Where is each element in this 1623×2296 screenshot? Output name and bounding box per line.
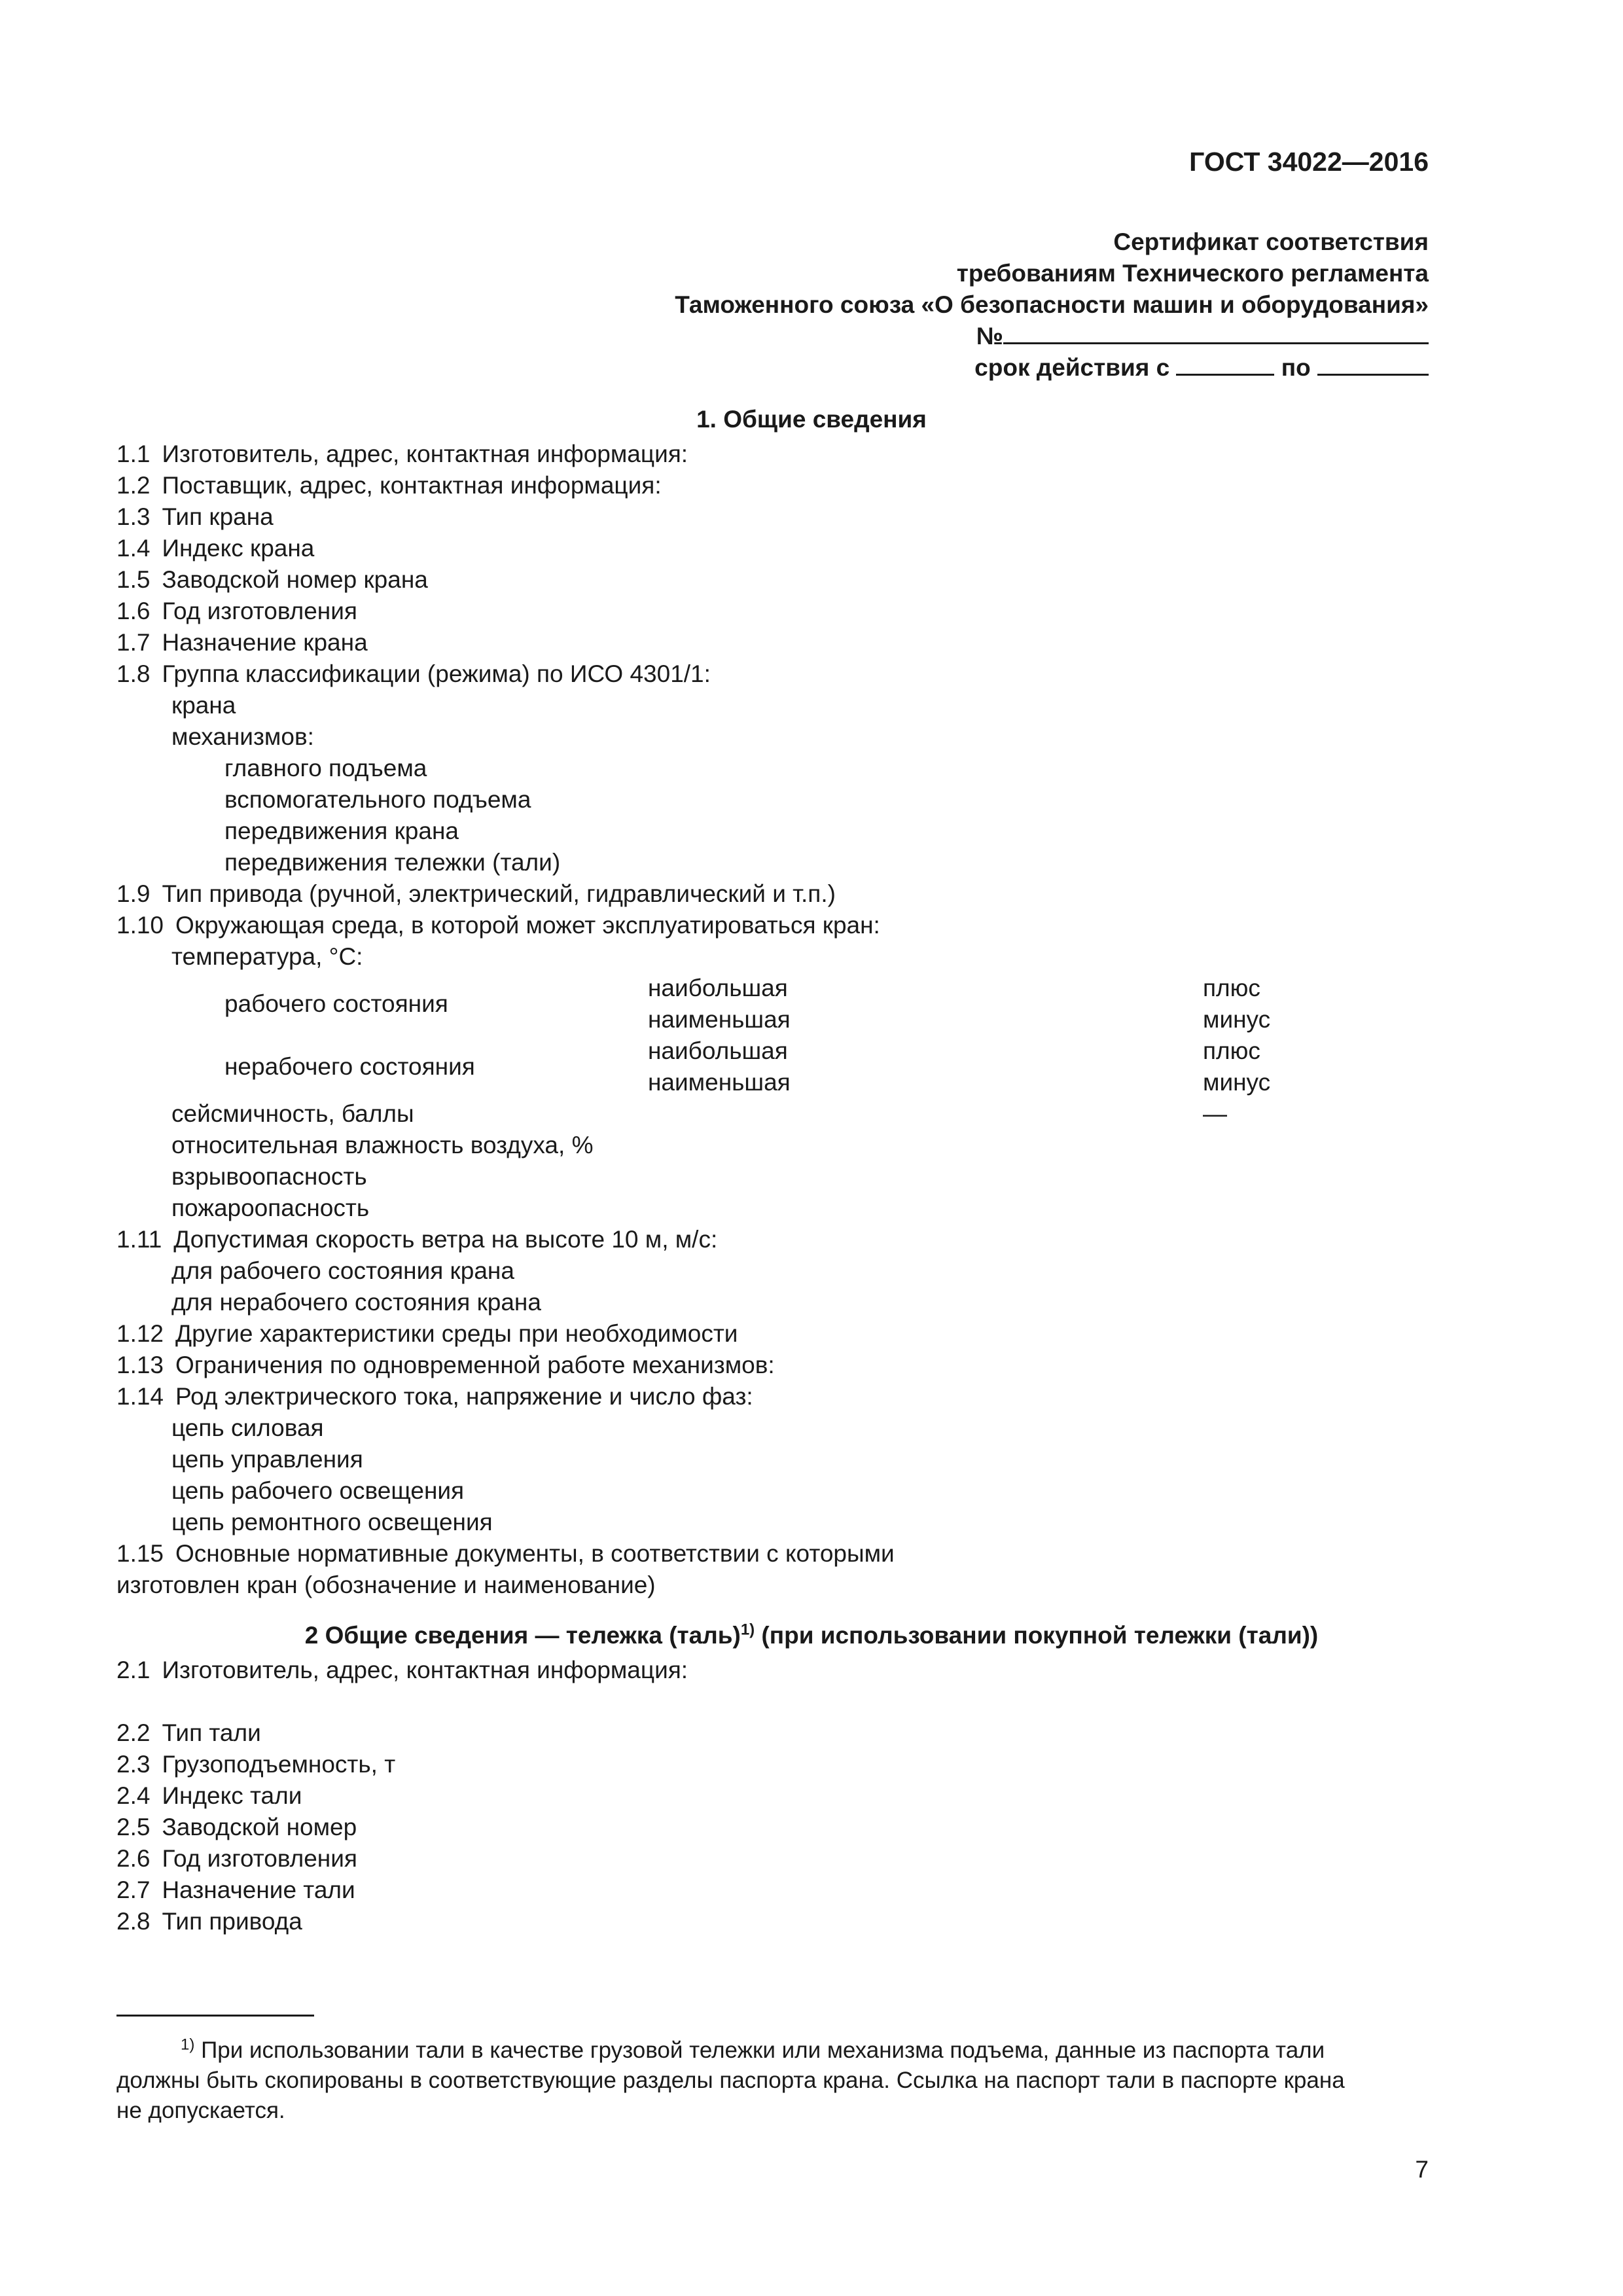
list-item <box>116 596 1432 627</box>
item-number: 1.11 <box>116 1226 162 1253</box>
section-2-title-note: (при использовании покупной тележки (тали)) <box>755 1622 1319 1649</box>
sub-sub-item: главного подъема <box>224 755 427 781</box>
item-text: Назначение тали <box>162 1876 355 1903</box>
item-text: Допустимая скорость ветра на высоте 10 м, м/с: <box>173 1226 718 1253</box>
item-text: Год изготовления <box>162 598 357 624</box>
circuit-item: цепь ремонтного освещения <box>171 1509 493 1535</box>
circuit-item: цепь рабочего освещения <box>171 1477 465 1504</box>
item-number: 2.2 <box>116 1719 151 1746</box>
footnote-text: При использовании тали в качестве грузовой тележки или механизма подъема, данные из паспорта тали <box>194 2037 1325 2063</box>
item-text: Ограничения по одновременной работе механизмов: <box>175 1352 775 1378</box>
max-label: наибольшая <box>648 1037 788 1064</box>
item-text: Окружающая среда, в которой может эксплуатироваться кран: <box>175 912 880 939</box>
item-number: 1.12 <box>116 1320 164 1347</box>
list-item <box>116 564 1432 596</box>
sub-sub-item: вспомогательного подъема <box>224 786 531 813</box>
footnote-mark: 1) <box>181 2036 195 2054</box>
list-item <box>116 501 1432 533</box>
certificate-validity-line <box>447 352 1429 384</box>
footnote <box>116 2036 1432 2126</box>
footnote-line: не допускается. <box>116 2098 285 2123</box>
footnote-divider <box>116 2015 314 2017</box>
item-text: Год изготовления <box>162 1845 357 1872</box>
validity-to-label: по <box>1281 354 1311 381</box>
sub-sub-item: передвижения крана <box>224 817 459 844</box>
blank-row <box>116 1686 1432 1717</box>
certificate-regulation: Таможенного союза «О безопасности машин и оборудования» <box>675 291 1429 318</box>
certificate-subtitle: требованиям Технического регламента <box>956 260 1429 287</box>
plus-label: плюс <box>1203 975 1260 1001</box>
certificate-title: Сертификат соответствия <box>1113 228 1429 255</box>
item-number: 1.7 <box>116 629 151 656</box>
list-item <box>116 1381 1432 1412</box>
list-item <box>116 1717 1432 1749</box>
list-item <box>116 878 1432 910</box>
item-number: 1.5 <box>116 566 151 593</box>
item-number: 1.3 <box>116 503 151 530</box>
page-number: 7 <box>1415 2156 1429 2183</box>
sub-item-crane: крана <box>171 692 236 719</box>
item-number: 1.6 <box>116 598 151 624</box>
list-item <box>116 1749 1432 1780</box>
certificate-number-line <box>447 321 1429 352</box>
section-2-content <box>116 1655 1432 1937</box>
validity-to-blank <box>1317 354 1429 376</box>
circuit-item: цепь силовая <box>171 1414 324 1441</box>
list-item <box>116 1350 1432 1381</box>
temperature-table <box>116 973 1432 1098</box>
sub-sub-item: передвижения тележки (тали) <box>224 849 561 876</box>
item-text: Индекс тали <box>162 1782 302 1809</box>
circuit-item: цепь управления <box>171 1446 363 1473</box>
list-item <box>116 1224 1432 1255</box>
min-label: наименьшая <box>648 1069 791 1096</box>
list-item <box>116 1812 1432 1843</box>
footnote-line: должны быть скопированы в соответствующие разделы паспорта крана. Ссылка на паспорт тали в паспорте крана <box>116 2068 1345 2093</box>
env-temperature-label: температура, °С: <box>171 943 363 970</box>
item-number: 1.10 <box>116 912 164 939</box>
minus-label: минус <box>1203 1069 1271 1096</box>
list-item <box>116 627 1432 658</box>
item-text: Заводской номер <box>162 1814 357 1840</box>
wind-nonworking: для нерабочего состояния крана <box>171 1289 541 1316</box>
item-number: 2.1 <box>116 1657 151 1683</box>
list-item <box>116 1906 1432 1937</box>
item-text: Род электрического тока, напряжение и число фаз: <box>175 1383 753 1410</box>
item-text: Индекс крана <box>162 535 315 562</box>
item-number: 1.15 <box>116 1540 164 1567</box>
section-1-content <box>116 439 1432 1601</box>
document-code: ГОСТ 34022—2016 <box>1189 147 1429 177</box>
max-label: наибольшая <box>648 975 788 1001</box>
item-text: Основные нормативные документы, в соответствии с которыми <box>175 1540 895 1567</box>
list-item <box>116 1318 1432 1350</box>
plus-label: плюс <box>1203 1037 1260 1064</box>
item-number: 2.7 <box>116 1876 151 1903</box>
item-text: Заводской номер крана <box>162 566 428 593</box>
certificate-number-blank <box>1003 323 1429 344</box>
item-number: 1.13 <box>116 1352 164 1378</box>
nonworking-state-label: нерабочего состояния <box>224 1053 475 1080</box>
item-number: 2.4 <box>116 1782 151 1809</box>
working-state-label: рабочего состояния <box>224 990 448 1017</box>
list-item <box>116 1874 1432 1906</box>
list-item <box>116 1780 1432 1812</box>
item-text: Изготовитель, адрес, контактная информация: <box>162 440 688 467</box>
certificate-number-label: № <box>976 323 1003 350</box>
list-item <box>116 1655 1432 1686</box>
item-text: Поставщик, адрес, контактная информация: <box>162 472 662 499</box>
item-number: 2.8 <box>116 1908 151 1935</box>
list-item <box>116 533 1432 564</box>
item-number: 1.4 <box>116 535 151 562</box>
footnote-line <box>116 2036 1432 2066</box>
list-item <box>116 439 1432 470</box>
item-text: Группа классификации (режима) по ИСО 4301/1: <box>162 660 711 687</box>
item-number: 1.9 <box>116 880 151 907</box>
min-label: наименьшая <box>648 1006 791 1033</box>
certificate-block <box>447 226 1429 384</box>
item-text: Тип привода (ручной, электрический, гидравлический и т.п.) <box>162 880 836 907</box>
item-number: 2.3 <box>116 1751 151 1778</box>
env-seismic <box>116 1098 1432 1130</box>
item-number: 2.6 <box>116 1845 151 1872</box>
list-item <box>116 1538 1432 1570</box>
list-item <box>116 658 1432 690</box>
item-text: Назначение крана <box>162 629 368 656</box>
wind-working: для рабочего состояния крана <box>171 1257 514 1284</box>
env-explosion: взрывоопасность <box>171 1163 367 1190</box>
item-number: 1.14 <box>116 1383 164 1410</box>
item-text: Грузоподъемность, т <box>162 1751 396 1778</box>
item-text: Изготовитель, адрес, контактная информация: <box>162 1657 688 1683</box>
list-item <box>116 470 1432 501</box>
validity-from-label: срок действия с <box>974 354 1170 381</box>
section-1-title: 1. Общие сведения <box>696 406 927 433</box>
item-text: Тип крана <box>162 503 274 530</box>
item-number: 1.8 <box>116 660 151 687</box>
list-item <box>116 1843 1432 1874</box>
env-humidity: относительная влажность воздуха, % <box>171 1132 594 1158</box>
footnote-ref: 1) <box>740 1621 755 1639</box>
env-fire: пожароопасность <box>171 1194 370 1221</box>
list-item <box>116 910 1432 941</box>
seismic-label: сейсмичность, баллы <box>171 1100 414 1127</box>
item-text: Тип привода <box>162 1908 302 1935</box>
item-number: 1.2 <box>116 472 151 499</box>
minus-label: минус <box>1203 1006 1271 1033</box>
list-item-continuation: изготовлен кран (обозначение и наименование) <box>116 1571 656 1598</box>
item-number: 2.5 <box>116 1814 151 1840</box>
item-text: Другие характеристики среды при необходимости <box>175 1320 738 1347</box>
item-number: 1.1 <box>116 440 151 467</box>
sub-item-mechanisms: механизмов: <box>171 723 314 750</box>
item-text: Тип тали <box>162 1719 261 1746</box>
seismic-value: — <box>1203 1100 1227 1127</box>
section-2-title-main: 2 Общие сведения — тележка (таль) <box>304 1622 741 1649</box>
validity-from-blank <box>1176 354 1274 376</box>
section-2-title <box>0 1622 1623 1649</box>
